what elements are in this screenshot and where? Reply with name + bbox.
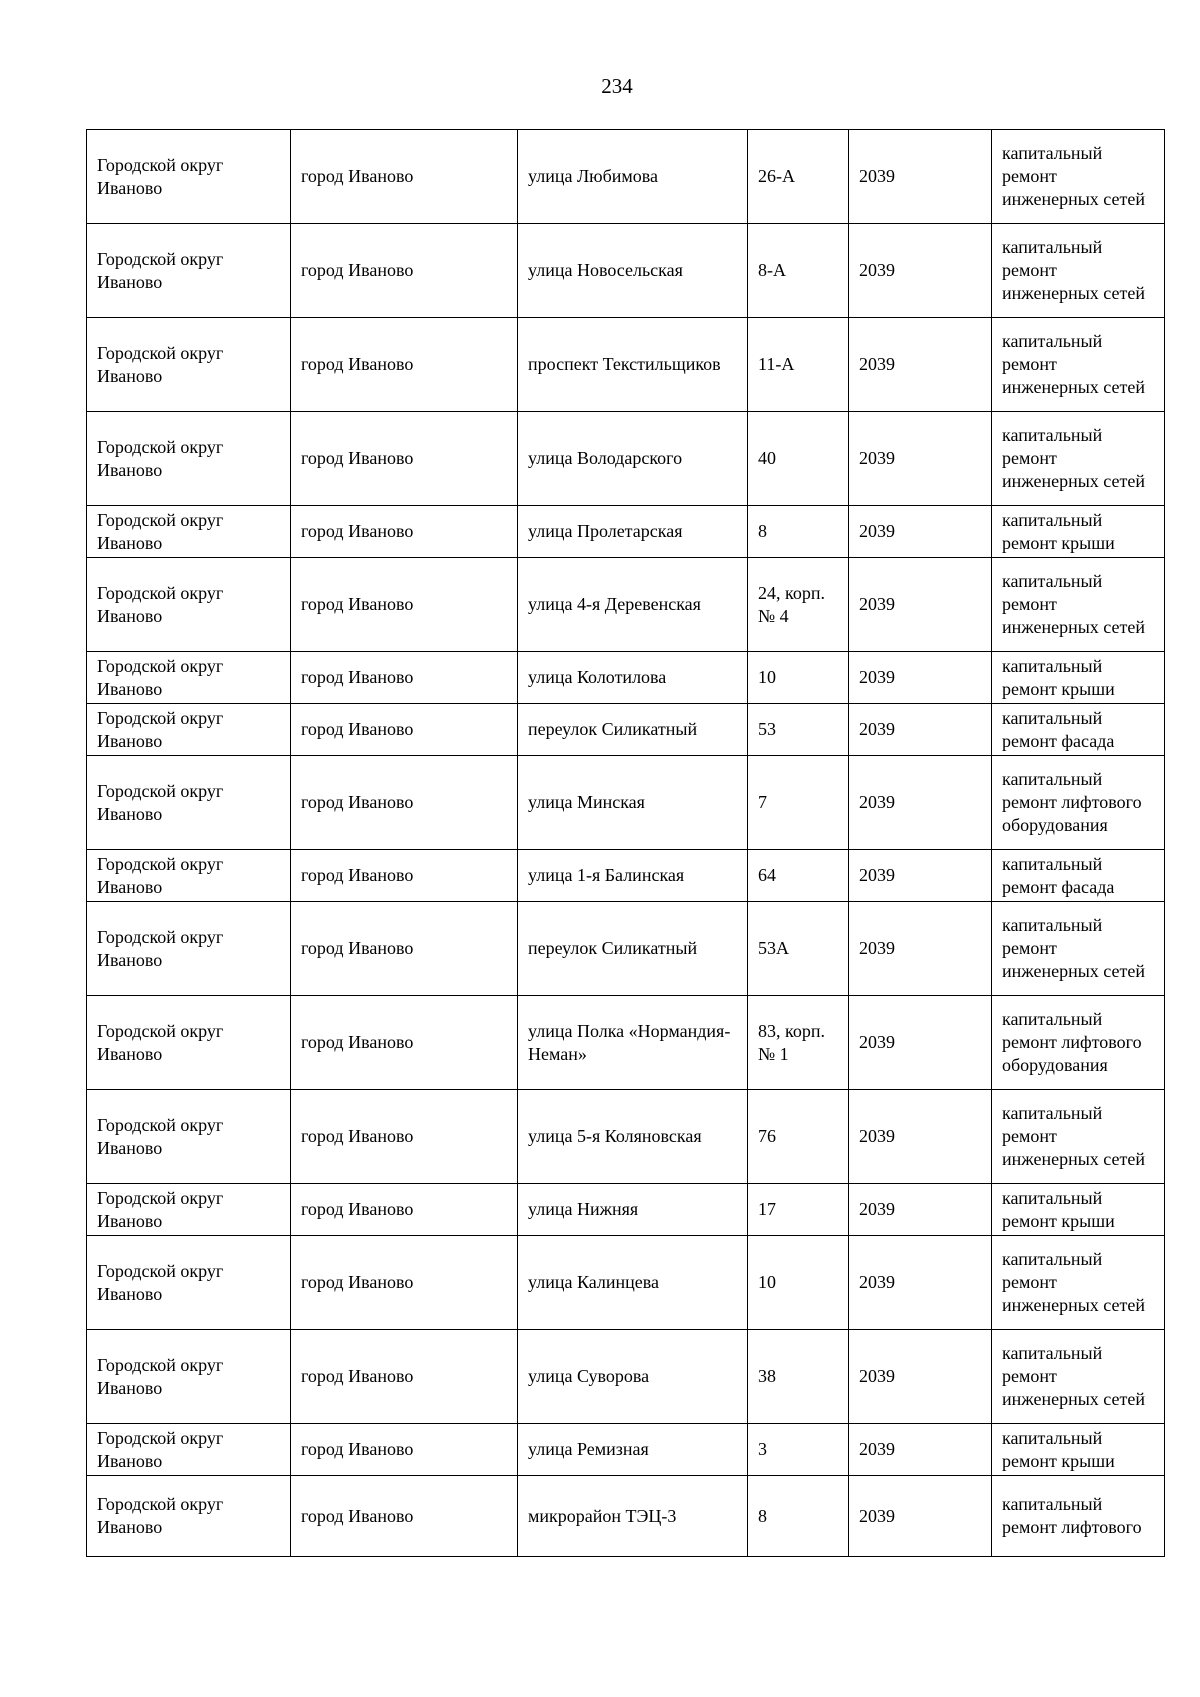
cell-city: город Иваново <box>291 1424 518 1476</box>
cell-street: улица Пролетарская <box>518 506 748 558</box>
cell-district: Городской округ Иваново <box>87 558 291 652</box>
cell-work: капитальный ремонт фасада <box>992 704 1165 756</box>
cell-street: улица 1-я Балинская <box>518 850 748 902</box>
cell-house: 10 <box>748 1236 849 1330</box>
cell-house: 8 <box>748 1476 849 1557</box>
cell-year: 2039 <box>849 224 992 318</box>
cell-work: капитальный ремонт фасада <box>992 850 1165 902</box>
cell-street: улица Новосельская <box>518 224 748 318</box>
table-row <box>87 558 1165 652</box>
cell-year: 2039 <box>849 130 992 224</box>
cell-house: 26-А <box>748 130 849 224</box>
cell-city: город Иваново <box>291 1236 518 1330</box>
cell-district: Городской округ Иваново <box>87 506 291 558</box>
cell-district: Городской округ Иваново <box>87 704 291 756</box>
table-row <box>87 412 1165 506</box>
cell-district: Городской округ Иваново <box>87 412 291 506</box>
cell-district: Городской округ Иваново <box>87 996 291 1090</box>
cell-year: 2039 <box>849 318 992 412</box>
cell-year: 2039 <box>849 704 992 756</box>
cell-work: капитальный ремонт инженерных сетей <box>992 224 1165 318</box>
cell-street: улица Суворова <box>518 1330 748 1424</box>
cell-district: Городской округ Иваново <box>87 1184 291 1236</box>
cell-work: капитальный ремонт крыши <box>992 1424 1165 1476</box>
cell-district: Городской округ Иваново <box>87 902 291 996</box>
table-row <box>87 1476 1165 1557</box>
cell-street: улица Калинцева <box>518 1236 748 1330</box>
cell-street: микрорайон ТЭЦ-3 <box>518 1476 748 1557</box>
cell-year: 2039 <box>849 1476 992 1557</box>
cell-street: улица Любимова <box>518 130 748 224</box>
cell-street: улица 5-я Коляновская <box>518 1090 748 1184</box>
cell-city: город Иваново <box>291 902 518 996</box>
table-row <box>87 318 1165 412</box>
cell-work: капитальный ремонт крыши <box>992 506 1165 558</box>
cell-district: Городской округ Иваново <box>87 1236 291 1330</box>
cell-year: 2039 <box>849 1330 992 1424</box>
repair-schedule-table <box>86 129 1165 1557</box>
cell-city: город Иваново <box>291 1090 518 1184</box>
cell-work: капитальный ремонт инженерных сетей <box>992 1236 1165 1330</box>
cell-work: капитальный ремонт инженерных сетей <box>992 902 1165 996</box>
cell-city: город Иваново <box>291 1184 518 1236</box>
cell-work: капитальный ремонт инженерных сетей <box>992 318 1165 412</box>
cell-year: 2039 <box>849 1424 992 1476</box>
cell-house: 17 <box>748 1184 849 1236</box>
cell-district: Городской округ Иваново <box>87 850 291 902</box>
cell-house: 11-А <box>748 318 849 412</box>
cell-house: 76 <box>748 1090 849 1184</box>
cell-house: 8 <box>748 506 849 558</box>
cell-work: капитальный ремонт инженерных сетей <box>992 1090 1165 1184</box>
cell-city: город Иваново <box>291 704 518 756</box>
cell-year: 2039 <box>849 996 992 1090</box>
cell-house: 38 <box>748 1330 849 1424</box>
cell-district: Городской округ Иваново <box>87 318 291 412</box>
cell-district: Городской округ Иваново <box>87 224 291 318</box>
cell-city: город Иваново <box>291 558 518 652</box>
cell-work: капитальный ремонт инженерных сетей <box>992 558 1165 652</box>
table-row <box>87 1330 1165 1424</box>
cell-street: улица 4-я Деревенская <box>518 558 748 652</box>
cell-house: 83, корп. № 1 <box>748 996 849 1090</box>
cell-street: улица Полка «Нормандия-Неман» <box>518 996 748 1090</box>
cell-year: 2039 <box>849 902 992 996</box>
cell-work: капитальный ремонт инженерных сетей <box>992 412 1165 506</box>
cell-city: город Иваново <box>291 506 518 558</box>
cell-year: 2039 <box>849 1184 992 1236</box>
cell-district: Городской округ Иваново <box>87 1330 291 1424</box>
cell-work: капитальный ремонт лифтового оборудования <box>992 756 1165 850</box>
cell-year: 2039 <box>849 558 992 652</box>
table-row <box>87 704 1165 756</box>
table-row <box>87 902 1165 996</box>
cell-city: город Иваново <box>291 756 518 850</box>
page-number: 234 <box>601 74 633 98</box>
cell-street: улица Минская <box>518 756 748 850</box>
cell-work: капитальный ремонт лифтового оборудования <box>992 996 1165 1090</box>
table-row <box>87 1184 1165 1236</box>
table-row <box>87 652 1165 704</box>
cell-year: 2039 <box>849 1236 992 1330</box>
cell-city: город Иваново <box>291 996 518 1090</box>
cell-house: 53А <box>748 902 849 996</box>
cell-house: 64 <box>748 850 849 902</box>
table-body <box>87 130 1165 1557</box>
table-row <box>87 130 1165 224</box>
cell-street: улица Ремизная <box>518 1424 748 1476</box>
cell-district: Городской округ Иваново <box>87 756 291 850</box>
cell-house: 7 <box>748 756 849 850</box>
cell-house: 24, корп. № 4 <box>748 558 849 652</box>
cell-city: город Иваново <box>291 224 518 318</box>
cell-district: Городской округ Иваново <box>87 130 291 224</box>
cell-city: город Иваново <box>291 850 518 902</box>
table-row <box>87 1236 1165 1330</box>
cell-city: город Иваново <box>291 318 518 412</box>
cell-city: город Иваново <box>291 1476 518 1557</box>
cell-house: 8-А <box>748 224 849 318</box>
table-row <box>87 756 1165 850</box>
cell-street: переулок Силикатный <box>518 902 748 996</box>
table-row <box>87 506 1165 558</box>
cell-street: улица Володарского <box>518 412 748 506</box>
cell-city: город Иваново <box>291 130 518 224</box>
cell-house: 40 <box>748 412 849 506</box>
cell-work: капитальный ремонт инженерных сетей <box>992 130 1165 224</box>
cell-year: 2039 <box>849 850 992 902</box>
cell-street: улица Нижняя <box>518 1184 748 1236</box>
cell-work: капитальный ремонт крыши <box>992 1184 1165 1236</box>
cell-year: 2039 <box>849 756 992 850</box>
cell-work: капитальный ремонт крыши <box>992 652 1165 704</box>
cell-year: 2039 <box>849 506 992 558</box>
cell-year: 2039 <box>849 412 992 506</box>
cell-city: город Иваново <box>291 412 518 506</box>
cell-house: 3 <box>748 1424 849 1476</box>
cell-work: капитальный ремонт лифтового <box>992 1476 1165 1557</box>
cell-house: 53 <box>748 704 849 756</box>
cell-district: Городской округ Иваново <box>87 1476 291 1557</box>
table-row <box>87 996 1165 1090</box>
cell-city: город Иваново <box>291 1330 518 1424</box>
cell-district: Городской округ Иваново <box>87 652 291 704</box>
table-row <box>87 1424 1165 1476</box>
cell-year: 2039 <box>849 1090 992 1184</box>
table-row <box>87 224 1165 318</box>
cell-year: 2039 <box>849 652 992 704</box>
cell-street: переулок Силикатный <box>518 704 748 756</box>
cell-district: Городской округ Иваново <box>87 1090 291 1184</box>
table-row <box>87 850 1165 902</box>
cell-work: капитальный ремонт инженерных сетей <box>992 1330 1165 1424</box>
cell-city: город Иваново <box>291 652 518 704</box>
cell-district: Городской округ Иваново <box>87 1424 291 1476</box>
cell-street: улица Колотилова <box>518 652 748 704</box>
cell-street: проспект Текстильщиков <box>518 318 748 412</box>
cell-house: 10 <box>748 652 849 704</box>
table-row <box>87 1090 1165 1184</box>
